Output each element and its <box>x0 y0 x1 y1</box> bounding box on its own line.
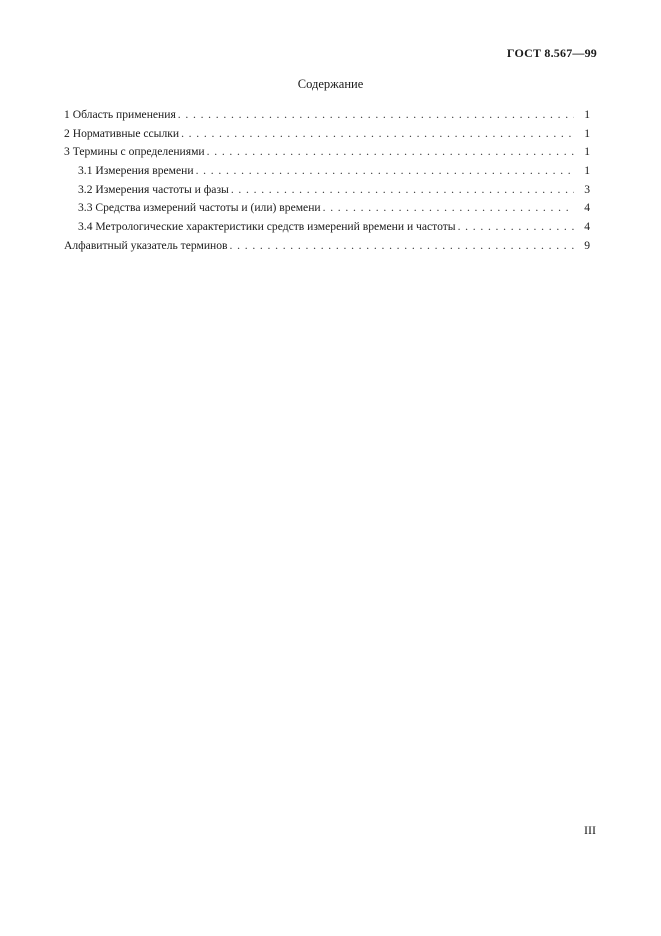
toc-entry-label: 3.4 Метрологические характеристики средств измерений времени и частоты <box>78 220 456 234</box>
toc-entry-page: 9 <box>584 238 590 252</box>
toc-subentry[interactable] <box>64 164 590 183</box>
toc-dot-leader <box>458 220 574 233</box>
toc-dot-leader <box>323 201 574 214</box>
toc-entry-page: 4 <box>584 201 590 215</box>
toc-entry[interactable] <box>64 108 590 127</box>
toc-entry-page: 3 <box>584 182 590 196</box>
toc-dot-leader <box>207 145 574 158</box>
toc-subentry[interactable] <box>64 183 590 202</box>
toc-subentry[interactable] <box>64 220 590 239</box>
toc-entry-page: 1 <box>584 108 590 121</box>
toc-entry[interactable] <box>64 127 590 146</box>
toc-dot-leader <box>196 164 574 177</box>
toc-dot-leader <box>231 183 574 196</box>
toc-subentry[interactable] <box>64 201 590 220</box>
toc-title: Содержание <box>297 77 364 91</box>
toc-dot-leader <box>178 108 574 121</box>
toc-entry-label: 3 Термины с определениями <box>64 145 205 159</box>
toc-entry-label: 1 Область применения <box>64 108 176 121</box>
toc-entry-label: 3.2 Измерения частоты и фазы <box>78 182 229 196</box>
toc-entry[interactable] <box>64 145 590 164</box>
toc-entry-page: 1 <box>584 164 590 178</box>
toc-entry-page: 1 <box>584 145 590 159</box>
toc-entry-label: 3.1 Измерения времени <box>78 164 194 178</box>
document-code: ГОСТ 8.567—99 <box>506 46 597 60</box>
page-number: III <box>584 823 596 837</box>
toc-dot-leader <box>181 127 574 140</box>
toc-entry-label: 3.3 Средства измерений частоты и (или) времени <box>78 201 321 215</box>
toc-dot-leader <box>230 239 574 252</box>
table-of-contents <box>64 108 590 258</box>
toc-entry-label: Алфавитный указатель терминов <box>64 238 228 252</box>
toc-entry-label: 2 Нормативные ссылки <box>64 126 180 140</box>
toc-entry-page: 1 <box>584 126 590 140</box>
toc-entry-page: 4 <box>584 220 590 234</box>
toc-entry[interactable] <box>64 239 590 258</box>
